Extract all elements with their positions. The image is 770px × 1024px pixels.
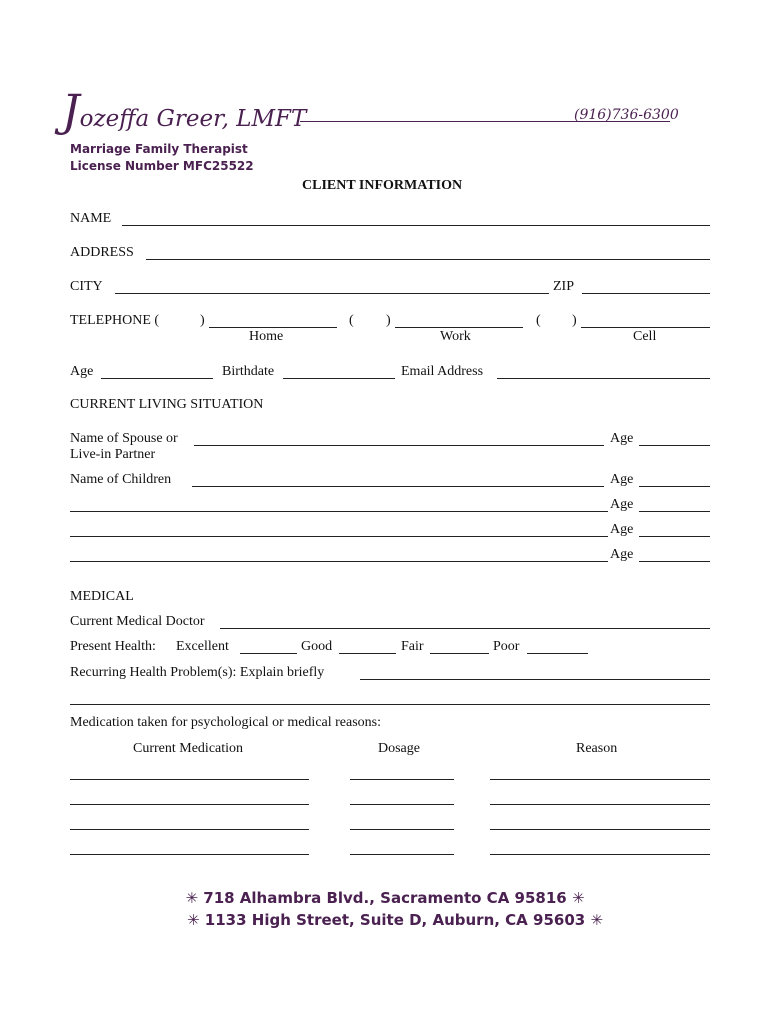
age-field[interactable] xyxy=(101,378,213,379)
home-phone-field[interactable] xyxy=(209,327,337,328)
work-area-open: ( xyxy=(349,313,354,328)
birthdate-label: Birthdate xyxy=(222,364,275,379)
cell-area-close: ) xyxy=(572,313,577,328)
medication-field-3[interactable] xyxy=(70,829,309,830)
recurring-field-2[interactable] xyxy=(70,704,710,705)
footer-address-1-text: 718 Alhambra Blvd., Sacramento CA 95816 xyxy=(203,889,567,907)
credential-line-2: License Number MFC25522 xyxy=(70,159,254,173)
fair-field[interactable] xyxy=(430,653,489,654)
home-area-close: ) xyxy=(200,313,205,328)
work-area-close: ) xyxy=(386,313,391,328)
fair-label: Fair xyxy=(401,639,424,654)
spouse-label-line2: Live-in Partner xyxy=(70,447,156,462)
spouse-age-field[interactable] xyxy=(639,445,710,446)
dosage-field-4[interactable] xyxy=(350,854,454,855)
child-name-field-2[interactable] xyxy=(70,511,608,512)
spouse-age-label: Age xyxy=(610,431,634,446)
name-field[interactable] xyxy=(122,225,710,226)
star-icon: ✳ xyxy=(186,911,200,929)
col-reason-header: Reason xyxy=(576,741,618,756)
living-situation-heading: CURRENT LIVING SITUATION xyxy=(70,397,264,412)
present-health-label: Present Health: xyxy=(70,639,156,654)
medical-heading: MEDICAL xyxy=(70,589,134,604)
medication-field-1[interactable] xyxy=(70,779,309,780)
child-age-field-4[interactable] xyxy=(639,561,710,562)
footer-address-2-text: 1133 High Street, Suite D, Auburn, CA 95603 xyxy=(204,911,586,929)
therapist-name xyxy=(62,86,307,137)
child-age-label-1: Age xyxy=(610,472,634,487)
work-phone-field[interactable] xyxy=(395,327,523,328)
reason-field-2[interactable] xyxy=(490,804,710,805)
credential-line-1: Marriage Family Therapist xyxy=(70,142,248,156)
doctor-field[interactable] xyxy=(220,628,710,629)
work-label: Work xyxy=(440,329,471,344)
child-name-field-4[interactable] xyxy=(70,561,608,562)
child-age-field-1[interactable] xyxy=(639,486,710,487)
cell-label: Cell xyxy=(633,329,657,344)
form-title: CLIENT INFORMATION xyxy=(302,178,463,193)
dosage-field-2[interactable] xyxy=(350,804,454,805)
spouse-name-field[interactable] xyxy=(194,445,604,446)
city-field[interactable] xyxy=(115,293,549,294)
child-age-label-3: Age xyxy=(610,522,634,537)
address-label: ADDRESS xyxy=(70,245,134,260)
child-age-label-4: Age xyxy=(610,547,634,562)
star-icon: ✳ xyxy=(185,889,199,907)
reason-field-3[interactable] xyxy=(490,829,710,830)
child-name-field-3[interactable] xyxy=(70,536,608,537)
city-label: CITY xyxy=(70,279,103,294)
star-icon: ✳ xyxy=(571,889,585,907)
dosage-field-1[interactable] xyxy=(350,779,454,780)
birthdate-field[interactable] xyxy=(283,378,395,379)
dosage-field-3[interactable] xyxy=(350,829,454,830)
child-name-field-1[interactable] xyxy=(192,486,604,487)
excellent-label: Excellent xyxy=(176,639,229,654)
good-field[interactable] xyxy=(339,653,396,654)
home-label: Home xyxy=(249,329,284,344)
email-label: Email Address xyxy=(401,364,484,379)
telephone-label: TELEPHONE ( xyxy=(70,313,160,328)
zip-label: ZIP xyxy=(553,279,574,294)
child-age-field-2[interactable] xyxy=(639,511,710,512)
children-label: Name of Children xyxy=(70,472,172,487)
spouse-label-line1: Name of Spouse or xyxy=(70,431,178,446)
zip-field[interactable] xyxy=(582,293,710,294)
good-label: Good xyxy=(301,639,333,654)
cell-area-open: ( xyxy=(536,313,541,328)
cell-phone-field[interactable] xyxy=(581,327,710,328)
poor-label: Poor xyxy=(493,639,520,654)
email-field[interactable] xyxy=(497,378,710,379)
doctor-label: Current Medical Doctor xyxy=(70,614,205,629)
address-field[interactable] xyxy=(146,259,710,260)
phone-number: (916)736-6300 xyxy=(574,107,679,123)
recurring-field-1[interactable] xyxy=(360,679,710,680)
footer-address-2 xyxy=(0,913,770,928)
recurring-label: Recurring Health Problem(s): Explain briefly xyxy=(70,665,325,680)
medication-intro: Medication taken for psychological or medical reasons: xyxy=(70,715,382,730)
medication-field-4[interactable] xyxy=(70,854,309,855)
reason-field-1[interactable] xyxy=(490,779,710,780)
col-medication-header: Current Medication xyxy=(133,741,244,756)
footer-address-1 xyxy=(0,891,770,906)
reason-field-4[interactable] xyxy=(490,854,710,855)
child-age-label-2: Age xyxy=(610,497,634,512)
name-label: NAME xyxy=(70,211,112,226)
age-label: Age xyxy=(70,364,94,379)
star-icon: ✳ xyxy=(590,911,604,929)
excellent-field[interactable] xyxy=(240,653,297,654)
poor-field[interactable] xyxy=(527,653,588,654)
therapist-name-rest: ozeffa Greer, LMFT xyxy=(79,106,307,132)
child-age-field-3[interactable] xyxy=(639,536,710,537)
col-dosage-header: Dosage xyxy=(378,741,420,756)
therapist-name-initial: J xyxy=(62,86,80,137)
medication-field-2[interactable] xyxy=(70,804,309,805)
